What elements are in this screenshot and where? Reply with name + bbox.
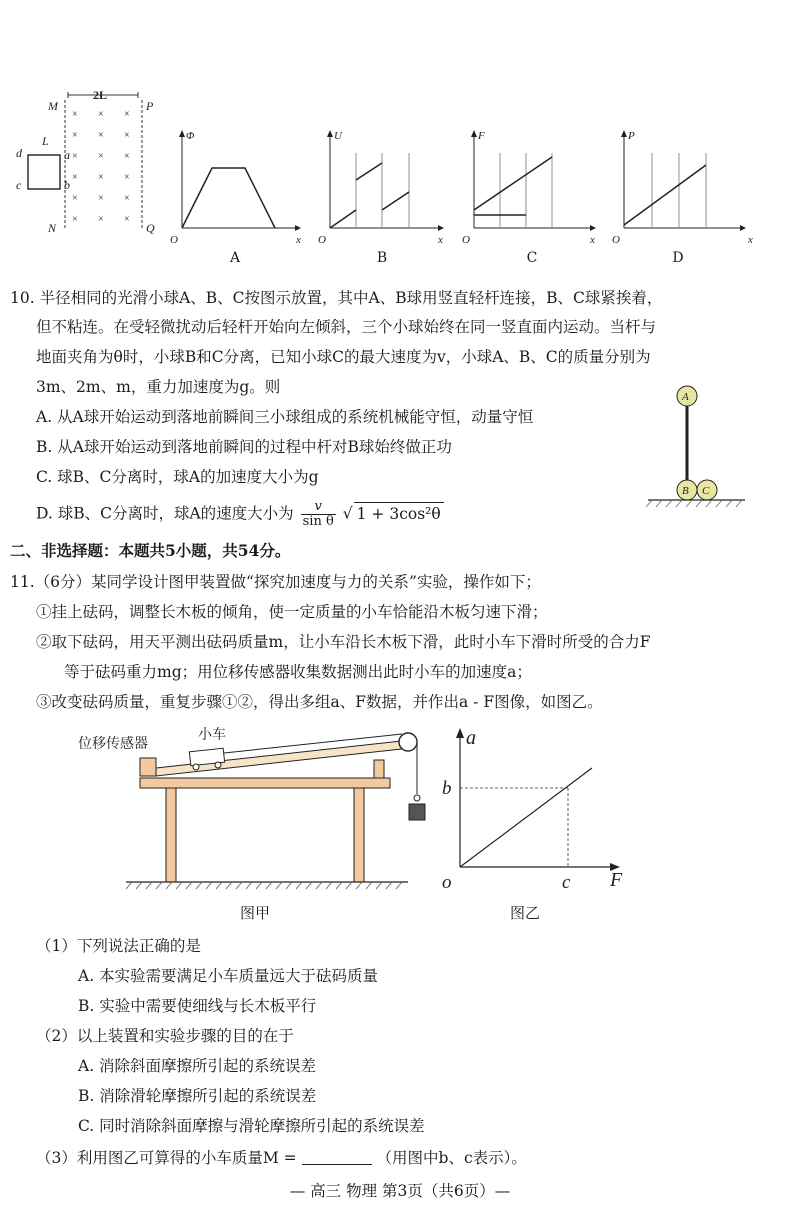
q11-step1: ①挂上砝码，调整长木板的倾角，使一定质量的小车恰能沿木板匀速下滑； (36, 603, 548, 621)
svg-text:A: A (682, 391, 689, 403)
svg-text:x: x (438, 234, 443, 246)
svg-text:L: L (42, 134, 49, 148)
q10-line2: 但不粘连。在受轻微扰动后轻杆开始向左倾斜，三个小球始终在同一竖直面内运动。当杆与 (36, 318, 657, 336)
q10-line4: 3m、2m、m，重力加速度为g。则 (36, 378, 281, 396)
q11-sub1: （1）下列说法正确的是 (36, 937, 201, 955)
svg-text:b: b (64, 178, 70, 192)
svg-text:O: O (462, 234, 470, 246)
field-cross-icon: × (98, 151, 104, 162)
apparatus-figure (78, 722, 438, 892)
field-cross-icon: × (98, 172, 104, 183)
table-leg-left (166, 788, 176, 882)
svg-text:a: a (64, 148, 70, 162)
field-cross-icon: × (72, 151, 78, 162)
svg-text:N: N (48, 221, 57, 235)
cart-label: 小车 (198, 728, 226, 743)
table-leg-right (354, 788, 364, 882)
field-cross-icon: × (124, 151, 130, 162)
graph-b (318, 125, 448, 245)
svg-text:x: x (296, 234, 301, 246)
page-footer: — 高三 物理 第3页（共6页）— (289, 1182, 511, 1200)
q10-option-d (36, 500, 444, 529)
svg-text:d: d (16, 146, 22, 160)
field-cross-icon: × (72, 193, 78, 204)
svg-text:b: b (442, 778, 452, 799)
svg-text:F: F (478, 130, 485, 142)
rod-balls-figure (640, 385, 750, 515)
q11-sub2-option-a: A. 消除斜面摩擦所引起的系统误差 (78, 1057, 317, 1075)
a-f-graph (440, 722, 630, 892)
svg-text:x: x (590, 234, 595, 246)
sqrt-expression: 1 + 3cos²θ (354, 502, 444, 525)
pulley (399, 733, 417, 751)
svg-text:c: c (16, 178, 22, 192)
coil (28, 155, 60, 189)
field-cross-icon: × (98, 130, 104, 141)
section-heading: 二、非选择题：本题共5小题，共54分。 (10, 541, 291, 560)
width-label: 2L (93, 88, 108, 102)
fraction-denominator: sin θ (302, 514, 334, 529)
q11-step2a: ②取下砝码，用天平测出砝码质量m，让小车沿长木板下滑，此时小车下滑时所受的合力F (36, 633, 651, 651)
table-top (140, 778, 390, 788)
answer-blank[interactable] (302, 1150, 372, 1165)
q11-step2b: 等于砝码重力mg；用位移传感器收集数据测出此时小车的加速度a； (64, 663, 532, 681)
axis-a-label: a (466, 727, 476, 749)
q11-sub1-option-b: B. 实验中需要使细线与长木板平行 (78, 997, 317, 1015)
field-cross-icon: × (124, 109, 130, 120)
sensor-block (140, 758, 156, 776)
q10-line1: 10. 半径相同的光滑小球A、B、C按图示放置，其中A、B球用竖直轻杆连接，B、C球紧挨着， (10, 289, 663, 307)
field-cross-icon: × (98, 193, 104, 204)
svg-text:M: M (48, 99, 58, 113)
field-cross-icon: × (72, 130, 78, 141)
field-cross-icon: × (72, 172, 78, 183)
svg-text:P: P (628, 130, 635, 142)
graph-d-caption: D (672, 250, 684, 266)
svg-text:x: x (748, 234, 753, 246)
q10-option-b: B. 从A球开始运动到落地前瞬间的过程中杆对B球始终做正功 (36, 438, 452, 456)
field-cross-icon: × (72, 109, 78, 120)
q11-sub1-option-a: A. 本实验需要满足小车质量远大于砝码质量 (78, 967, 379, 985)
field-cross-icon: × (98, 109, 104, 120)
svg-text:o: o (442, 872, 452, 893)
weight (409, 804, 425, 820)
q10-option-d-text: D. 球B、C分离时，球A的速度大小为 (36, 504, 294, 523)
graph-a-caption: A (229, 250, 241, 266)
velocity-fraction (301, 500, 336, 529)
q10-line3: 地面夹角为θ时，小球B和C分离，已知小球C的最大速度为v，小球A、B、C的质量分别为 (36, 348, 651, 366)
magnetic-field-diagram (10, 85, 160, 235)
svg-text:Φ: Φ (186, 130, 195, 142)
svg-text:O: O (170, 234, 178, 246)
q10-option-a: A. 从A球开始运动到落地前瞬间三小球组成的系统机械能守恒，动量守恒 (36, 408, 534, 426)
svg-text:O: O (318, 234, 326, 246)
q11-line1: 11.（6分）某同学设计图甲装置做“探究加速度与力的关系”实验，操作如下； (10, 573, 541, 591)
graph-d (612, 125, 762, 245)
graph-a (170, 125, 300, 245)
q10-option-c: C. 球B、C分离时，球A的加速度大小为g (36, 468, 319, 486)
graph-b-caption: B (376, 250, 388, 266)
svg-text:P: P (146, 99, 154, 113)
svg-text:U: U (334, 130, 342, 142)
fig-jia-caption: 图甲 (239, 904, 270, 922)
svg-text:B: B (682, 485, 689, 497)
svg-text:Q: Q (146, 221, 155, 235)
graph-c-caption: C (526, 250, 538, 266)
axis-f-label: F (610, 869, 623, 891)
field-cross-icon: × (124, 130, 130, 141)
field-cross-icon: × (124, 214, 130, 225)
field-cross-icon: × (124, 172, 130, 183)
q11-sub2-option-b: B. 消除滑轮摩擦所引起的系统误差 (78, 1087, 317, 1105)
q11-step3: ③改变砝码质量，重复步骤①②，得出多组a、F数据，并作出a - F图像，如图乙。 (36, 693, 603, 711)
q11-sub3-prefix: （3）利用图乙可算得的小车质量M = (36, 1149, 297, 1167)
field-cross-icon: × (72, 214, 78, 225)
fig-yi-caption: 图乙 (509, 904, 540, 922)
sensor-label: 位移传感器 (78, 737, 148, 752)
graph-c (462, 125, 602, 245)
svg-text:C: C (702, 485, 710, 497)
q11-sub2-option-c: C. 同时消除斜面摩擦与滑轮摩擦所引起的系统误差 (78, 1117, 425, 1135)
sqrt-icon: √ (342, 504, 353, 523)
svg-text:c: c (562, 872, 571, 893)
q11-sub3-suffix: （用图中b、c表示）。 (376, 1149, 527, 1167)
fraction-numerator: v (301, 500, 336, 515)
field-cross-icon: × (98, 214, 104, 225)
svg-text:O: O (612, 234, 620, 246)
field-cross-icon: × (124, 193, 130, 204)
q11-sub2: （2）以上装置和实验步骤的目的在于 (36, 1027, 294, 1045)
q11-sub3 (36, 1147, 527, 1169)
